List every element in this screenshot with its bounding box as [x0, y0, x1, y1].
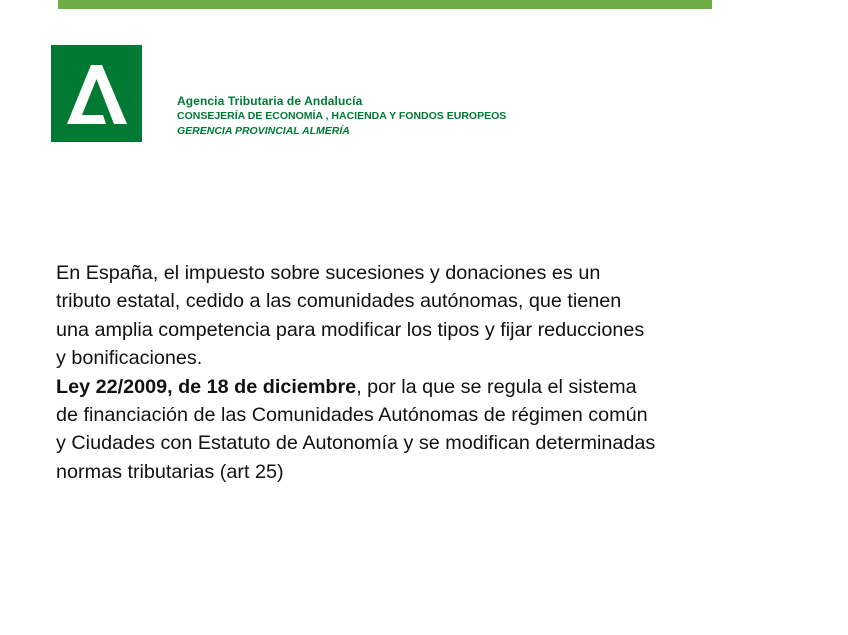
- law-paragraph: [56, 373, 796, 487]
- agency-header: [177, 94, 506, 139]
- agency-name: Agencia Tributaria de Andalucía: [177, 94, 363, 108]
- top-green-bar: [58, 0, 712, 9]
- department-name: CONSEJERÍA DE ECONOMÍA , HACIENDA Y FONDOS EUROPEOS: [177, 110, 507, 122]
- intro-paragraph: En España, el impuesto sobre sucesiones y donaciones es un tributo estatal, cedido a las comunidades autónomas, que tienen una amplia competencia para modificar los tipos y fijar reducciones y bonificaciones.: [56, 262, 645, 370]
- office-name: GERENCIA PROVINCIAL ALMERÍA: [177, 125, 350, 137]
- junta-andalucia-logo-icon: [51, 45, 142, 142]
- law-title: Ley 22/2009, de 18 de diciembre: [56, 375, 357, 398]
- main-text-block: [56, 259, 796, 486]
- law-description: , por la que se regula el sistema de financiación de las Comunidades Autónomas de régimen común y Ciudades con Estatuto de Autonomía y se modifican determinadas normas tributarias (art 25): [56, 375, 656, 483]
